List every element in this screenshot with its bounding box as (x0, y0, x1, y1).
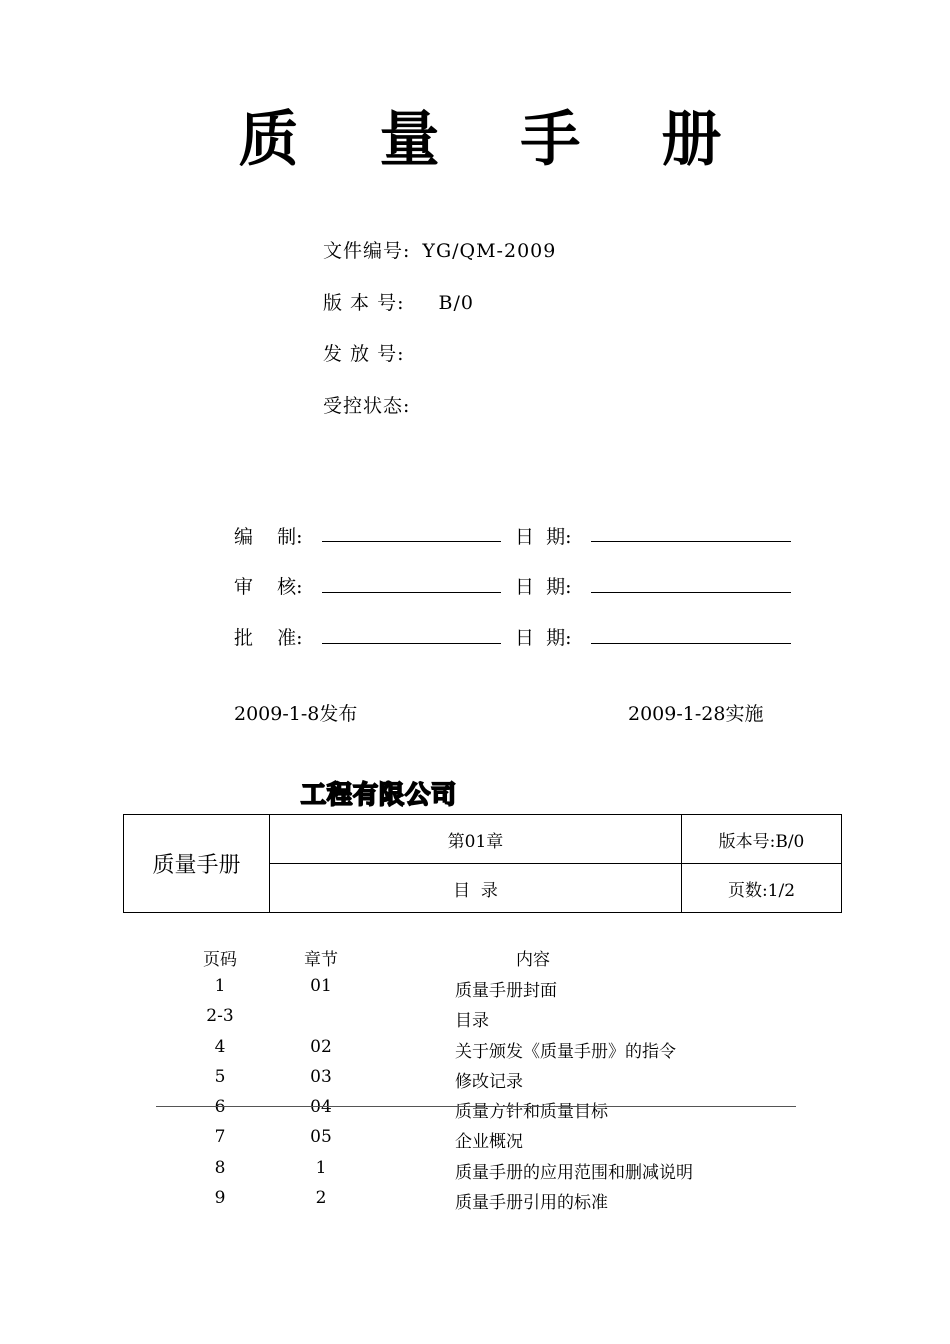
toc-content: 关于颁发《质量手册》的指令 (455, 1042, 676, 1062)
header-chapter: 第01章 (270, 815, 682, 864)
toc-row[interactable] (0, 1097, 950, 1127)
toc-header-row (0, 945, 950, 975)
toc-page: 7 (214, 1127, 226, 1147)
signature-line[interactable] (322, 643, 501, 644)
header-section: 目 录 (270, 864, 682, 913)
toc-page: 6 (214, 1097, 226, 1117)
toc-chapter: 03 (310, 1067, 332, 1087)
toc-chapter: 2 (315, 1188, 327, 1208)
toc-chapter: 01 (310, 976, 332, 996)
toc-page: 1 (214, 976, 226, 996)
field-value: B/0 (438, 292, 474, 314)
field-document-number (323, 236, 556, 263)
header-page: 页数:1/2 (682, 864, 842, 913)
toc-page: 2-3 (206, 1006, 234, 1026)
field-label: 文件编号: (323, 240, 411, 262)
field-issue-number (323, 339, 416, 366)
toc-page: 5 (214, 1067, 226, 1087)
toc-content: 企业概况 (455, 1132, 523, 1152)
toc-chapter: 02 (310, 1037, 332, 1057)
toc-row[interactable] (0, 1037, 950, 1067)
field-value: YG/QM-2009 (422, 240, 557, 262)
signature-label-prepared: 编 制: (234, 526, 303, 548)
company-name: 工程有限公司 (301, 780, 458, 809)
toc-page: 8 (214, 1158, 226, 1178)
toc-page: 9 (214, 1188, 226, 1208)
toc-page: 4 (214, 1037, 226, 1057)
signature-label-reviewed: 审 核: (234, 576, 303, 598)
effective-date: 2009-1-28实施 (628, 703, 764, 725)
date-line[interactable] (591, 541, 791, 542)
header-version: 版本号:B/0 (682, 815, 842, 864)
horizontal-rule (156, 1106, 796, 1107)
date-line[interactable] (591, 643, 791, 644)
date-label: 日 期: (515, 526, 572, 548)
toc-content: 修改记录 (455, 1072, 523, 1092)
field-label: 受控状态: (323, 395, 411, 417)
toc-content: 质量手册引用的标准 (455, 1193, 608, 1213)
field-label: 版 本 号: (323, 292, 405, 314)
toc-row[interactable] (0, 1127, 950, 1157)
toc-row[interactable] (0, 1006, 950, 1036)
date-label: 日 期: (515, 627, 572, 649)
signature-line[interactable] (322, 592, 501, 593)
page-header-table (123, 814, 842, 913)
date-label: 日 期: (515, 576, 572, 598)
toc-content: 质量手册的应用范围和删减说明 (455, 1163, 693, 1183)
release-date: 2009-1-8发布 (234, 703, 358, 725)
toc-row[interactable] (0, 1067, 950, 1097)
field-version (323, 288, 474, 315)
toc-content: 质量方针和质量目标 (455, 1102, 608, 1122)
date-line[interactable] (591, 592, 791, 593)
field-control-status (323, 391, 422, 418)
field-label: 发 放 号: (323, 343, 405, 365)
toc-content: 质量手册封面 (455, 981, 557, 1001)
toc-content: 目录 (455, 1011, 489, 1031)
header-manual-name: 质量手册 (124, 815, 270, 913)
toc-chapter: 04 (310, 1097, 332, 1117)
toc-row[interactable] (0, 976, 950, 1006)
signature-line[interactable] (322, 541, 501, 542)
manual-title: 质 量 手 册 (238, 105, 752, 175)
toc-col-chapter: 章节 (304, 950, 338, 970)
toc-col-page: 页码 (203, 950, 237, 970)
toc-col-content: 内容 (516, 950, 550, 970)
toc-row[interactable] (0, 1158, 950, 1188)
toc-chapter: 1 (315, 1158, 327, 1178)
toc-row[interactable] (0, 1188, 950, 1218)
toc-chapter: 05 (310, 1127, 332, 1147)
signature-label-approved: 批 准: (234, 627, 303, 649)
